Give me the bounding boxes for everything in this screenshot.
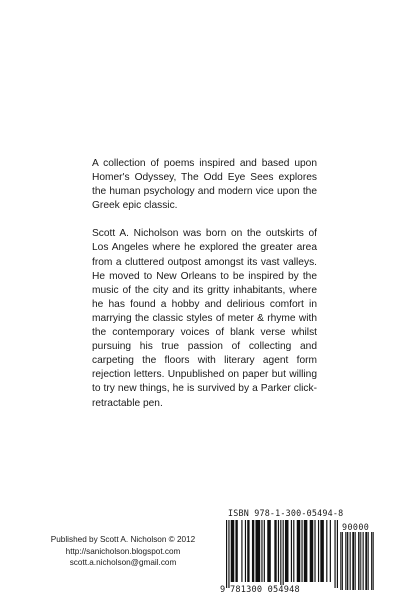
isbn-barcode xyxy=(220,508,380,594)
ean-bar xyxy=(274,520,276,582)
ean-bar xyxy=(235,520,237,582)
ean-bar xyxy=(231,520,235,582)
ean-bar xyxy=(226,520,227,588)
addon-bar xyxy=(358,532,359,590)
barcode-digit-group-1: 781300 xyxy=(230,585,263,595)
ean-bar xyxy=(326,520,327,582)
addon-bar xyxy=(349,532,350,590)
ean-bar xyxy=(280,520,281,588)
ean-bar xyxy=(291,520,292,582)
barcode-digits xyxy=(220,585,300,595)
addon-bar xyxy=(350,532,351,590)
addon-barcode-bars xyxy=(340,532,374,590)
addon-bar xyxy=(365,532,367,590)
ean-bar xyxy=(297,520,301,582)
addon-bar xyxy=(355,532,356,590)
isbn-label: ISBN 978-1-300-05494-8 xyxy=(228,508,344,518)
ean-bar xyxy=(314,520,315,582)
ean-bar xyxy=(285,520,289,582)
price-code: 90000 xyxy=(342,522,370,532)
addon-bar xyxy=(368,532,369,590)
ean-bar xyxy=(304,520,308,582)
addon-bar xyxy=(371,532,372,590)
ean-bar xyxy=(318,520,319,582)
ean-bar xyxy=(267,520,271,582)
ean-barcode-bars xyxy=(226,520,338,590)
ean-bar xyxy=(278,520,279,582)
ean-bar xyxy=(252,520,254,582)
ean-bar xyxy=(228,520,229,588)
barcode-digit-group-2: 054948 xyxy=(267,585,300,595)
ean-bar xyxy=(245,520,246,582)
barcode-lead-digit: 9 xyxy=(220,585,226,595)
ean-bar xyxy=(283,520,284,588)
ean-bar xyxy=(247,520,249,582)
publisher-website: http://sanicholson.blogspot.com xyxy=(65,546,181,556)
addon-bar xyxy=(341,532,342,590)
ean-bar xyxy=(301,520,302,582)
ean-bar xyxy=(334,520,335,588)
addon-bar xyxy=(360,532,361,590)
addon-bar xyxy=(345,532,346,590)
back-cover-blurb xyxy=(92,157,317,425)
ean-bar xyxy=(261,520,262,582)
ean-bar xyxy=(255,520,260,582)
addon-bar xyxy=(363,532,364,590)
ean-bar xyxy=(310,520,314,582)
ean-bar xyxy=(320,520,324,582)
addon-bar xyxy=(352,532,354,590)
addon-bar xyxy=(340,532,341,590)
ean-bar xyxy=(293,520,294,582)
ean-bar xyxy=(330,520,331,582)
addon-bar xyxy=(347,532,348,590)
ean-bar xyxy=(241,520,242,582)
ean-bar xyxy=(337,520,338,588)
addon-bar xyxy=(373,532,374,590)
book-description: A collection of poems inspired and based upon Homer's Odyssey, The Odd Eye Sees explores the human psychology and modern vice upon the Greek epic classic. xyxy=(92,158,317,212)
ean-bar xyxy=(264,520,265,582)
publisher-info xyxy=(28,534,218,569)
author-bio: Scott A. Nicholson was born on the outskirts of Los Angeles where he explored the greater area from a cluttered outpost amongst its vast valleys. He moved to New Orleans to be inspired by the music of the city and its gritty inhabitants, where he has found a hobby and delirious comfort in marrying the classic styles of meter & rhyme with the contemporary voices of blank verse whilst pursuing his true passion of collecting and carpeting the floors with literary agent form rejection letters. Unpublished on paper but willing to try new things, he is survived by a Parker click-retractable pen. xyxy=(92,228,317,409)
publisher-email: scott.a.nicholson@gmail.com xyxy=(69,558,177,567)
publisher-copyright: Published by Scott A. Nicholson © 2012 xyxy=(50,535,196,544)
addon-bar xyxy=(362,532,363,590)
